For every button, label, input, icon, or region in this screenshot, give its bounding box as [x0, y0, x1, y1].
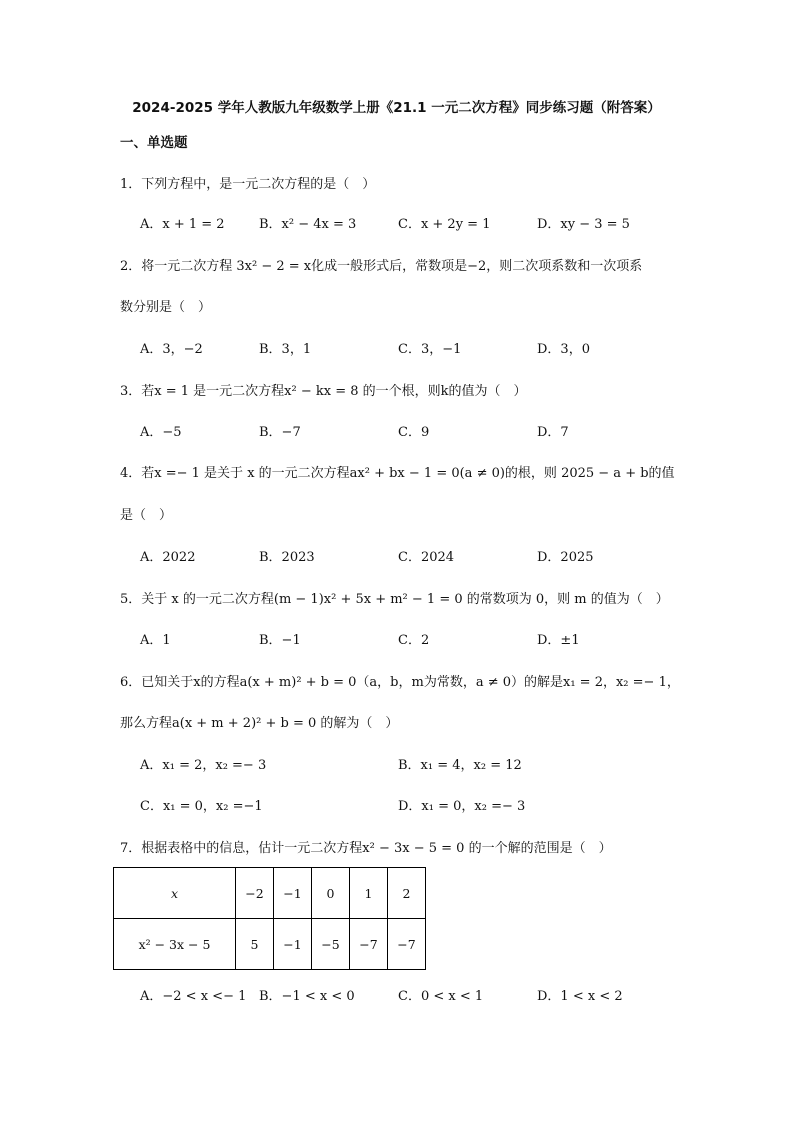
question-1: 1．下列方程中，是一元二次方程的是（ ） [120, 177, 376, 192]
table-cell: −2 [236, 868, 274, 919]
question-4-line-2: 是（ ） [120, 508, 173, 523]
table-cell: 1 [350, 868, 388, 919]
q6-option-d: D．x₁ = 0，x₂ =− 3 [398, 799, 526, 814]
table-cell: 5 [236, 919, 274, 970]
q5-option-a: A．1 [140, 633, 171, 648]
q7-option-b: B．−1 < x < 0 [259, 989, 355, 1004]
question-7: 7．根据表格中的信息，估计一元二次方程x² − 3x − 5 = 0 的一个解的范围是（ ） [120, 841, 612, 856]
q2-option-a: A．3，−2 [140, 342, 203, 357]
q4-option-a: A．2022 [140, 550, 196, 565]
q1-option-b: B．x² − 4x = 3 [259, 217, 357, 232]
question-6: 6．已知关于x的方程a(x + m)² + b = 0（a，b，m为常数，a ≠ 0）的解是x₁ = 2，x₂ =− 1， [120, 675, 680, 690]
table-cell: x² − 3x − 5 [114, 919, 236, 970]
table-cell: 2 [388, 868, 426, 919]
q5-option-c: C．2 [398, 633, 430, 648]
table-row [114, 868, 426, 919]
page-title: 2024-2025 学年人教版九年级数学上册《21.1 一元二次方程》同步练习题（附答案） [132, 100, 661, 116]
table-cell: −1 [274, 868, 312, 919]
question-2: 2．将一元二次方程 3x² − 2 = x化成一般形式后，常数项是−2，则二次项系数和一次项系 [120, 259, 643, 274]
q4-option-b: B．2023 [259, 550, 315, 565]
value-table [113, 867, 426, 970]
q1-option-a: A．x + 1 = 2 [140, 217, 225, 232]
q5-option-d: D．±1 [537, 633, 580, 648]
q6-option-b: B．x₁ = 4，x₂ = 12 [398, 758, 522, 773]
q7-option-d: D．1 < x < 2 [537, 989, 623, 1004]
table-cell: −7 [388, 919, 426, 970]
table-cell: −7 [350, 919, 388, 970]
table-cell: x [114, 868, 236, 919]
q6-option-c: C．x₁ = 0，x₂ =−1 [140, 799, 263, 814]
q6-option-a: A．x₁ = 2，x₂ =− 3 [140, 758, 267, 773]
q1-option-d: D．xy − 3 = 5 [537, 217, 630, 232]
q4-option-d: D．2025 [537, 550, 594, 565]
question-2-line-2: 数分别是（ ） [120, 300, 212, 315]
q5-option-b: B．−1 [259, 633, 301, 648]
q2-option-c: C．3，−1 [398, 342, 462, 357]
question-5: 5．关于 x 的一元二次方程(m − 1)x² + 5x + m² − 1 = 0 的常数项为 0，则 m 的值为（ ） [120, 592, 669, 607]
q2-option-d: D．3，0 [537, 342, 590, 357]
table-cell: −5 [312, 919, 350, 970]
section-heading: 一、单选题 [120, 135, 188, 151]
question-3: 3．若x = 1 是一元二次方程x² − kx = 8 的一个根，则k的值为（ ） [120, 384, 527, 399]
q7-option-c: C．0 < x < 1 [398, 989, 484, 1004]
q1-option-c: C．x + 2y = 1 [398, 217, 491, 232]
question-4: 4．若x =− 1 是关于 x 的一元二次方程ax² + bx − 1 = 0(a ≠ 0)的根，则 2025 − a + b的值 [120, 466, 675, 481]
table-cell: −1 [274, 919, 312, 970]
table-cell: 0 [312, 868, 350, 919]
q2-option-b: B．3，1 [259, 342, 312, 357]
q4-option-c: C．2024 [398, 550, 455, 565]
q3-option-c: C．9 [398, 425, 430, 440]
table-row [114, 919, 426, 970]
q3-option-d: D．7 [537, 425, 569, 440]
q7-option-a: A．−2 < x <− 1 [140, 989, 247, 1004]
question-6-line-2: 那么方程a(x + m + 2)² + b = 0 的解为（ ） [120, 716, 399, 731]
q3-option-b: B．−7 [259, 425, 301, 440]
q3-option-a: A．−5 [140, 425, 182, 440]
